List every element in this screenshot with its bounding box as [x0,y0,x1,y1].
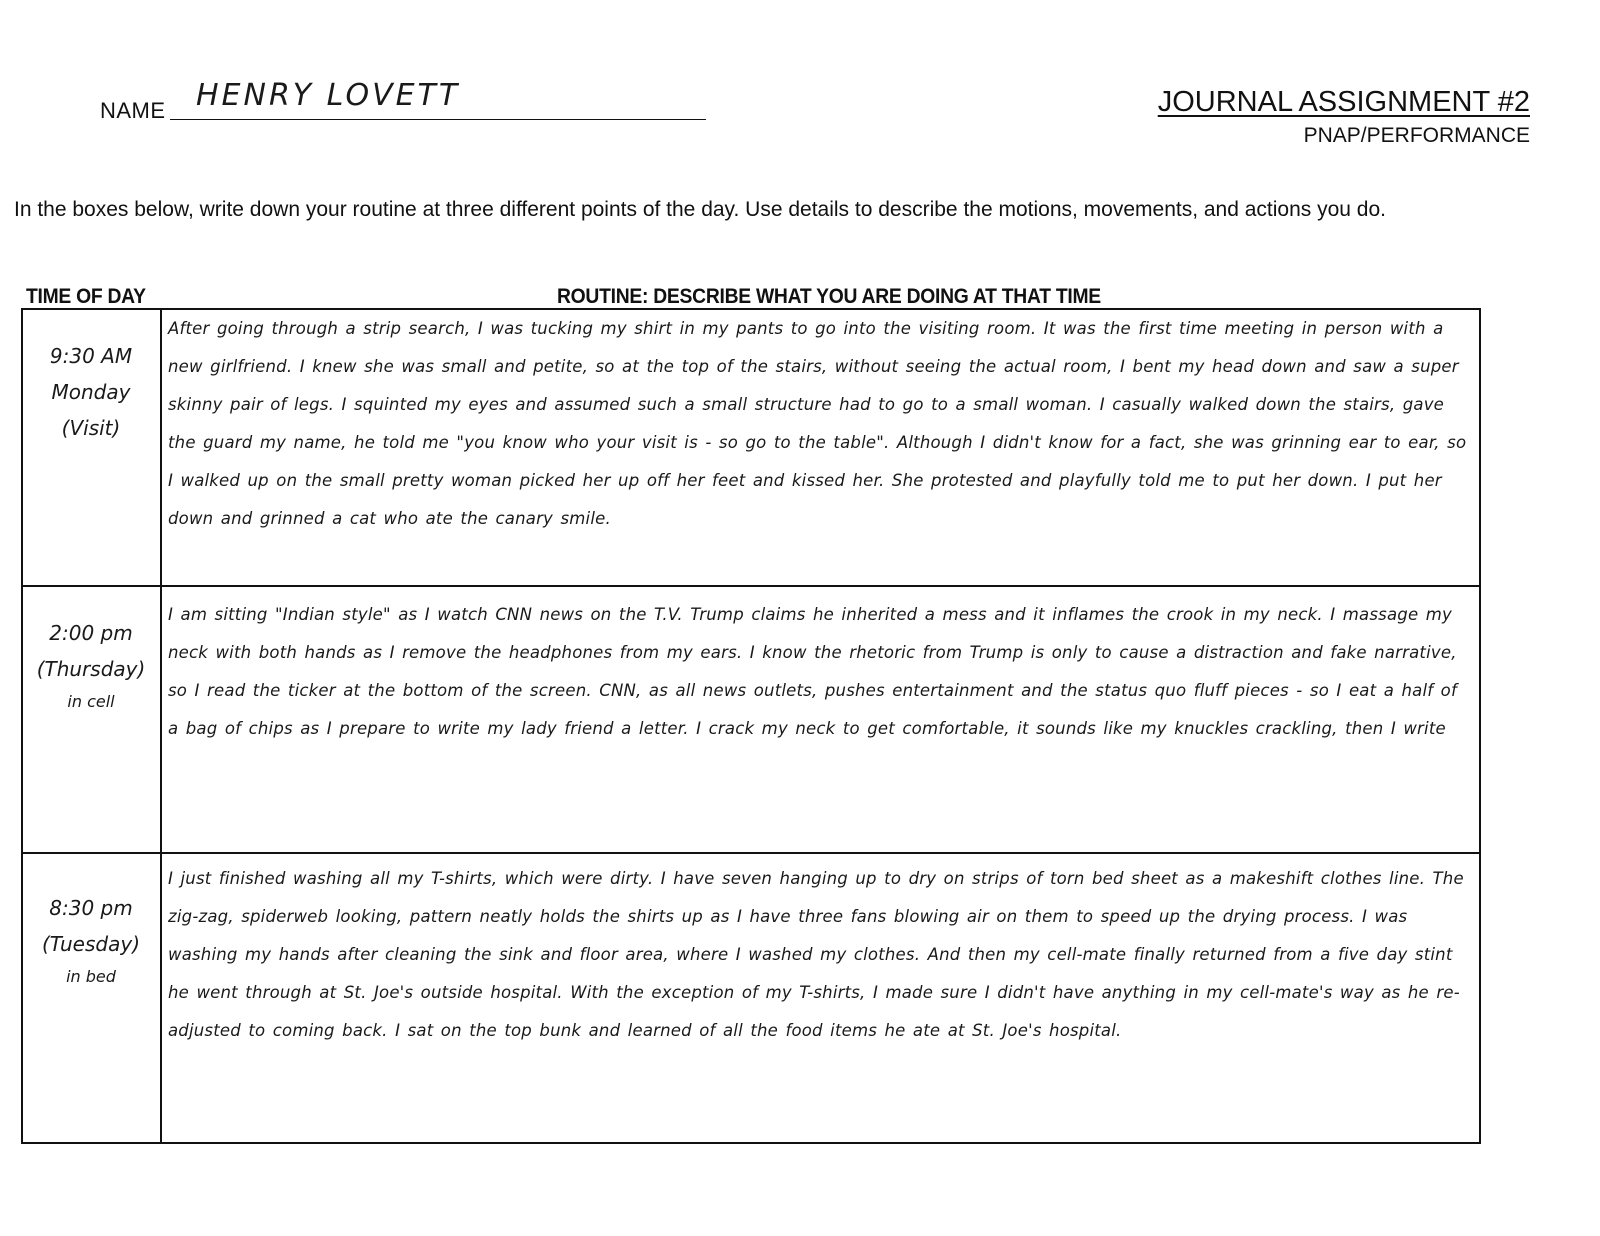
time-value: 2:00 pm [49,621,133,645]
name-label: NAME [100,98,166,123]
routine-header: ROUTINE: DESCRIBE WHAT YOU ARE DOING AT THAT TIME [557,285,1101,308]
column-divider [160,308,162,1144]
time-cell [24,615,158,717]
routine-entry: I just finished washing all my T-shirts, which were dirty. I have seven hanging up to dry on strips of torn bed sheet as a makeshift clothes line. The zig-zag, spiderweb looking, pattern neatly holds the shirts up as I have three fans blowing air on them to speed up the drying process. I was washing my hands after cleaning the sink and floor area, where I washed my clothes. And then my cell-mate finally returned from a five day stint he went through at St. Joe's outside hospital. With the exception of my T-shirts, I made sure I didn't have anything in my cell-mate's way as he re-adjusted to coming back. I sat on the top bunk and learned of all the food items he ate at St. Joe's hospital. [168,869,1464,1040]
student-name: HENRY LOVETT [196,78,461,113]
place-value: in bed [66,967,116,986]
name-underline [170,119,706,120]
routine-entry: I am sitting "Indian style" as I watch CNN news on the T.V. Trump claims he inherited a mess and it inflames the crook in my neck. I massage my neck with both hands as I remove the headphones from my ears. I know the rhetoric from Trump is only to cause a distraction and fake narrative, so I read the ticker at the bottom of the screen. CNN, as all news outlets, pushes entertainment and the status quo fluff pieces - so I eat a half of a bag of chips as I prepare to write my lady friend a letter. I crack my neck to get comfortable, it sounds like my knuckles crackling, then I write [168,605,1457,738]
place-value: (Visit) [61,416,121,440]
day-value: (Thursday) [36,657,146,681]
place-value: in cell [67,692,115,711]
day-value: Monday [51,380,131,404]
assignment-subtitle: PNAP/PERFORMANCE [1303,124,1530,147]
time-value: 8:30 pm [49,896,133,920]
day-value: (Tuesday) [42,932,140,956]
time-cell [24,338,158,446]
instructions: In the boxes below, write down your routine at three different points of the day. Use details to describe the motions, movements, and actions you do. [14,198,1387,221]
row-divider [21,852,1481,854]
routine-entry: After going through a strip search, I was tucking my shirt in my pants to go into the visiting room. It was the first time meeting in person with a new girlfriend. I knew she was small and petite, so at the top of the stairs, without seeing the actual room, I bent my head down and saw a super skinny pair of legs. I squinted my eyes and assumed such a small structure had to go to a small woman. I casually walked down the stairs, gave the guard my name, he told me "you know who your visit is - so go to the table". Although I didn't know for a fact, she was grinning ear to ear, so I walked up on the small pretty woman picked her up off her feet and kissed her. She protested and playfully told me to put her down. I put her down and grinned a cat who ate the canary smile. [168,319,1467,528]
time-cell [24,890,158,992]
row-divider [21,585,1481,587]
assignment-title: JOURNAL ASSIGNMENT #2 [1157,86,1530,118]
time-of-day-header: TIME OF DAY [26,285,146,308]
time-value: 9:30 AM [49,344,133,368]
